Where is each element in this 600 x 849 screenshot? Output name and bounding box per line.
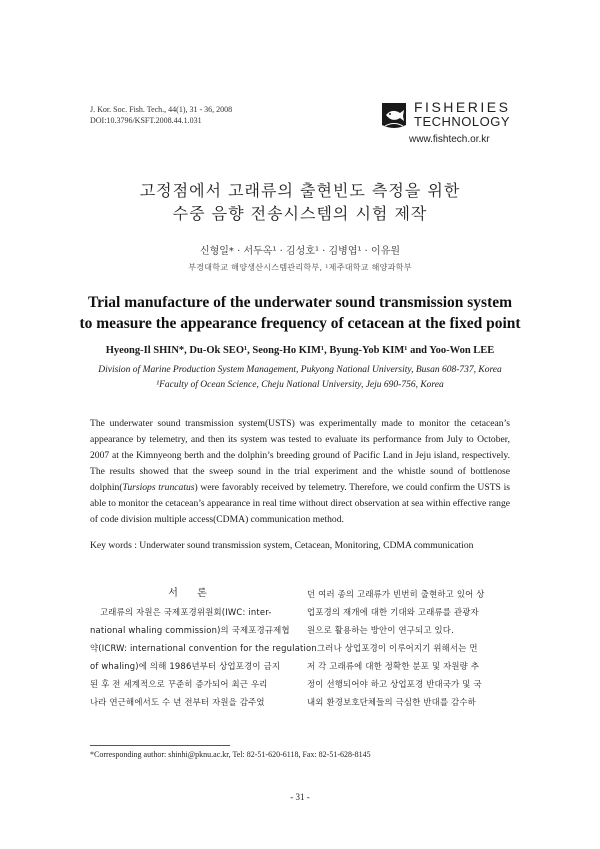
body-text-line: national whaling commission)의 국제포경규제협 [90,625,290,635]
body-text-line: 나라 연근해에서도 수 년 전부터 자원을 감주었 [90,697,265,707]
affiliation-line2: ¹Faculty of Ocean Science, Cheju National University, Jeju 690-756, Korea [156,380,444,390]
keywords: Key words : Underwater sound transmission system, Cetacean, Monitoring, CDMA communication [90,540,474,551]
fish-emblem-icon [380,101,408,131]
korean-title-line1: 고정점에서 고래류의 출현빈도 측정을 위한 [139,181,461,200]
abstract-part2: ) were favorably received by telemetry. Therefore, we could confirm the USTS is able to monitor the cetacean’s appearance in real time without direct observation at sea within effective range of code division multiple access(CDMA) communication method. [90,482,510,525]
english-authors: Hyeong-Il SHIN*, Du-Ok SEO¹, Seong-Ho KIM¹, Byung-Yob KIM¹ and Yoo-Won LEE [105,345,495,356]
page-number: - 31 - [290,792,310,802]
footnote-divider [90,745,230,746]
species-name: Tursiops truncatus [122,482,195,493]
korean-authors: 신형일* · 서두옥¹ · 김성호¹ · 김병엽¹ · 이유원 [199,246,401,257]
korean-affiliation: 부경대학교 해양생산시스템관리학부, ¹제주대학교 해양과학부 [188,263,412,272]
journal-citation-block [90,104,232,126]
journal-citation: J. Kor. Soc. Fish. Tech., 44(1), 31 - 36, 2008 [90,105,233,114]
body-text-line: 던 여러 종의 고래류가 빈번히 출현하고 있어 상 [307,589,485,599]
logo-title-line1: FISHERIES [414,99,511,115]
body-text-line: 저 각 고래류에 대한 정확한 분포 및 자원량 추 [307,661,480,671]
footnote: *Corresponding author: shinhi@pknu.ac.kr, Tel: 82-51-620-6118, Fax: 82-51-628-8145 [90,750,371,759]
body-text-line: of whaling)에 의해 1986년부터 상업포경이 금지 [90,661,281,671]
body-text-line: 업포경의 재개에 대한 기대와 고래류를 관광자 [307,607,479,617]
logo-title-line2: TECHNOLOGY [414,114,511,129]
english-title-line1: Trial manufacture of the underwater sound transmission system [87,294,513,311]
korean-title-line2: 수중 음향 전송시스템의 시험 제작 [172,204,428,223]
journal-logo [380,97,510,149]
body-text-line: 약(ICRW: international convention for the regulation [90,643,317,653]
body-text-line: 고래류의 자원은 국제포경위원회(IWC: inter- [100,607,272,617]
body-text-line: 그러나 상업포경이 이루어지기 위해서는 먼 [317,643,478,653]
abstract [90,416,510,528]
english-title-line2: to measure the appearance frequency of cetacean at the fixed point [79,315,521,332]
body-text-line: 내외 환경보호단체들의 극심한 반대를 감수하 [307,697,476,707]
affiliation-line1: Division of Marine Production System Management, Pukyong National University, Busan 608-737, Korea [98,365,502,375]
body-text-line: 정이 선행되어야 하고 상업포경 반대국가 및 국 [307,679,482,689]
body-column-right [307,585,510,711]
body-column-left [90,585,317,711]
body-text-line: 된 후 전 세계적으로 꾸준히 증가되어 최근 우리 [90,679,268,689]
section-heading: 서 론 [168,588,215,599]
abstract-part1: The underwater sound transmission system(USTS) was experimentally made to monitor the cetacean’s appearance by telemetry, and then its system was tested to evaluate its performance from July to October, 2007 at the Kimnyeong berth and the dolphin’s breeding ground of Pacific Land in Jeju island, respectively. The results showed that the sweep sound in the trial experiment and the whistle sound of bottlenose dolphin( [90,418,510,493]
journal-url[interactable]: www.fishtech.or.kr [409,134,490,145]
body-text-line: 원으로 활용하는 방안이 연구되고 있다. [307,625,454,635]
doi-text: DOI:10.3796/KSFT.2008.44.1.031 [90,116,202,125]
